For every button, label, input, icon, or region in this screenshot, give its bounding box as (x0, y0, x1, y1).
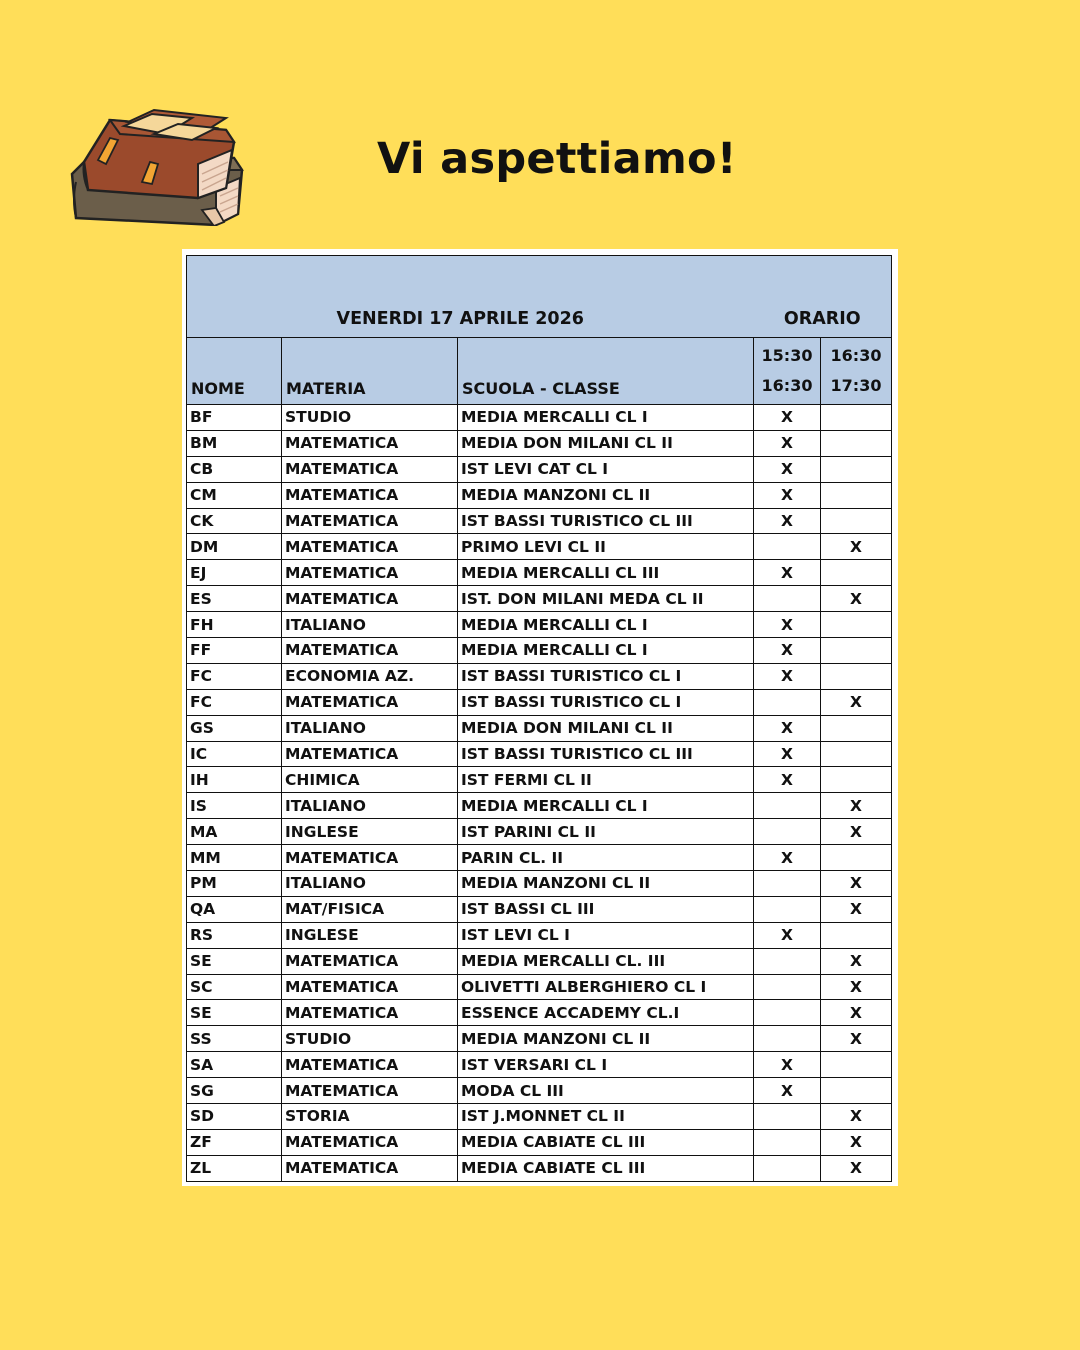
cell-materia: MATEMATICA (282, 1000, 458, 1026)
cell-slot-2 (821, 845, 892, 871)
column-header-materia: MATERIA (282, 338, 458, 405)
cell-slot-1: X (754, 638, 821, 664)
cell-materia: MATEMATICA (282, 456, 458, 482)
cell-nome: EJ (187, 560, 282, 586)
cell-slot-2: X (821, 1129, 892, 1155)
cell-slot-1: X (754, 1078, 821, 1104)
cell-slot-1 (754, 1129, 821, 1155)
cell-slot-1 (754, 896, 821, 922)
cell-slot-1: X (754, 1052, 821, 1078)
cell-materia: ITALIANO (282, 793, 458, 819)
schedule-date: VENERDI 17 APRILE 2026 (187, 256, 754, 338)
page-title: Vi aspettiamo! (377, 134, 737, 184)
cell-slot-2: X (821, 534, 892, 560)
cell-slot-2: X (821, 1000, 892, 1026)
cell-slot-2 (821, 560, 892, 586)
cell-scuola: ESSENCE ACCADEMY CL.I (458, 1000, 754, 1026)
cell-slot-1 (754, 689, 821, 715)
cell-nome: SE (187, 1000, 282, 1026)
cell-nome: FC (187, 689, 282, 715)
cell-slot-2: X (821, 948, 892, 974)
table-row (187, 689, 892, 715)
table-row (187, 1104, 892, 1130)
cell-slot-1 (754, 974, 821, 1000)
cell-nome: SD (187, 1104, 282, 1130)
cell-materia: MATEMATICA (282, 1052, 458, 1078)
schedule-rows (187, 405, 892, 1182)
cell-scuola: IST LEVI CL I (458, 922, 754, 948)
table-row (187, 638, 892, 664)
cell-nome: PM (187, 871, 282, 897)
cell-slot-1: X (754, 482, 821, 508)
cell-slot-1 (754, 819, 821, 845)
cell-nome: FH (187, 612, 282, 638)
table-row (187, 456, 892, 482)
cell-materia: MATEMATICA (282, 586, 458, 612)
time-slot-1-start: 15:30 (761, 346, 813, 365)
cell-materia: CHIMICA (282, 767, 458, 793)
cell-materia: ITALIANO (282, 715, 458, 741)
cell-slot-2: X (821, 689, 892, 715)
cell-scuola: IST BASSI TURISTICO CL I (458, 689, 754, 715)
cell-slot-1 (754, 1000, 821, 1026)
cell-materia: MATEMATICA (282, 1078, 458, 1104)
table-row (187, 1026, 892, 1052)
cell-scuola: IST FERMI CL II (458, 767, 754, 793)
table-row (187, 612, 892, 638)
time-slot-1-end: 16:30 (761, 376, 813, 395)
cell-slot-2: X (821, 974, 892, 1000)
table-row (187, 1052, 892, 1078)
cell-nome: GS (187, 715, 282, 741)
cell-materia: MATEMATICA (282, 974, 458, 1000)
cell-materia: MATEMATICA (282, 1129, 458, 1155)
cell-scuola: IST VERSARI CL I (458, 1052, 754, 1078)
cell-slot-1 (754, 1026, 821, 1052)
table-row (187, 845, 892, 871)
cell-scuola: IST. DON MILANI MEDA CL II (458, 586, 754, 612)
cell-nome: MM (187, 845, 282, 871)
table-row (187, 1155, 892, 1181)
cell-slot-2: X (821, 819, 892, 845)
cell-nome: BM (187, 430, 282, 456)
cell-materia: MATEMATICA (282, 482, 458, 508)
cell-materia: MAT/FISICA (282, 896, 458, 922)
cell-scuola: IST PARINI CL II (458, 819, 754, 845)
cell-scuola: IST BASSI CL III (458, 896, 754, 922)
cell-scuola: MEDIA MANZONI CL II (458, 1026, 754, 1052)
cell-slot-2: X (821, 1104, 892, 1130)
cell-scuola: MEDIA DON MILANI CL II (458, 430, 754, 456)
cell-slot-2: X (821, 1155, 892, 1181)
schedule-header-row (187, 256, 892, 338)
table-row (187, 405, 892, 431)
cell-slot-1 (754, 1155, 821, 1181)
cell-materia: ITALIANO (282, 871, 458, 897)
table-row (187, 482, 892, 508)
cell-nome: SE (187, 948, 282, 974)
cell-slot-1: X (754, 508, 821, 534)
stacked-books-icon (66, 104, 246, 226)
cell-scuola: MODA CL III (458, 1078, 754, 1104)
cell-nome: QA (187, 896, 282, 922)
cell-slot-1 (754, 793, 821, 819)
cell-nome: DM (187, 534, 282, 560)
cell-materia: ITALIANO (282, 612, 458, 638)
cell-scuola: MEDIA MERCALLI CL I (458, 793, 754, 819)
table-row (187, 948, 892, 974)
cell-slot-1 (754, 948, 821, 974)
cell-materia: MATEMATICA (282, 741, 458, 767)
cell-materia: MATEMATICA (282, 560, 458, 586)
cell-scuola: MEDIA MERCALLI CL I (458, 638, 754, 664)
cell-slot-1: X (754, 922, 821, 948)
cell-materia: MATEMATICA (282, 508, 458, 534)
cell-slot-1: X (754, 430, 821, 456)
cell-nome: CM (187, 482, 282, 508)
cell-scuola: MEDIA MANZONI CL II (458, 482, 754, 508)
cell-materia: ECONOMIA AZ. (282, 663, 458, 689)
cell-slot-1 (754, 871, 821, 897)
cell-slot-1: X (754, 715, 821, 741)
table-row (187, 741, 892, 767)
cell-materia: STUDIO (282, 405, 458, 431)
cell-nome: CB (187, 456, 282, 482)
cell-nome: SA (187, 1052, 282, 1078)
table-row (187, 1000, 892, 1026)
cell-nome: SG (187, 1078, 282, 1104)
cell-materia: MATEMATICA (282, 638, 458, 664)
cell-scuola: MEDIA MERCALLI CL. III (458, 948, 754, 974)
table-row (187, 819, 892, 845)
cell-scuola: MEDIA MERCALLI CL I (458, 612, 754, 638)
cell-nome: FC (187, 663, 282, 689)
cell-scuola: MEDIA CABIATE CL III (458, 1129, 754, 1155)
cell-slot-1 (754, 586, 821, 612)
cell-slot-1: X (754, 560, 821, 586)
cell-materia: MATEMATICA (282, 845, 458, 871)
cell-materia: MATEMATICA (282, 948, 458, 974)
cell-slot-2 (821, 741, 892, 767)
cell-slot-2 (821, 1052, 892, 1078)
cell-materia: INGLESE (282, 922, 458, 948)
cell-scuola: PARIN CL. II (458, 845, 754, 871)
cell-materia: MATEMATICA (282, 534, 458, 560)
table-row (187, 1078, 892, 1104)
cell-scuola: MEDIA MERCALLI CL I (458, 405, 754, 431)
table-row (187, 871, 892, 897)
table-row (187, 896, 892, 922)
table-row (187, 1129, 892, 1155)
cell-slot-2 (821, 638, 892, 664)
cell-scuola: MEDIA CABIATE CL III (458, 1155, 754, 1181)
cell-scuola: PRIMO LEVI CL II (458, 534, 754, 560)
cell-materia: MATEMATICA (282, 430, 458, 456)
cell-scuola: IST BASSI TURISTICO CL I (458, 663, 754, 689)
table-row (187, 560, 892, 586)
cell-slot-1: X (754, 405, 821, 431)
table-row (187, 663, 892, 689)
table-row (187, 508, 892, 534)
cell-slot-2 (821, 922, 892, 948)
column-header-row (187, 338, 892, 405)
table-row (187, 534, 892, 560)
cell-materia: MATEMATICA (282, 689, 458, 715)
cell-slot-2 (821, 405, 892, 431)
cell-slot-1: X (754, 456, 821, 482)
cell-slot-2 (821, 715, 892, 741)
cell-materia: MATEMATICA (282, 1155, 458, 1181)
cell-scuola: MEDIA MERCALLI CL III (458, 560, 754, 586)
cell-slot-2: X (821, 896, 892, 922)
cell-slot-1: X (754, 741, 821, 767)
time-slot-2 (821, 338, 892, 405)
cell-slot-2 (821, 612, 892, 638)
cell-slot-1: X (754, 767, 821, 793)
cell-nome: IH (187, 767, 282, 793)
cell-nome: SC (187, 974, 282, 1000)
cell-nome: RS (187, 922, 282, 948)
table-row (187, 430, 892, 456)
cell-slot-2: X (821, 871, 892, 897)
cell-slot-1: X (754, 663, 821, 689)
cell-scuola: IST J.MONNET CL II (458, 1104, 754, 1130)
cell-slot-1: X (754, 845, 821, 871)
cell-slot-2 (821, 663, 892, 689)
cell-slot-1: X (754, 612, 821, 638)
cell-scuola: MEDIA DON MILANI CL II (458, 715, 754, 741)
cell-nome: ES (187, 586, 282, 612)
time-slot-1 (754, 338, 821, 405)
table-row (187, 793, 892, 819)
cell-nome: IC (187, 741, 282, 767)
cell-materia: STORIA (282, 1104, 458, 1130)
table-row (187, 767, 892, 793)
table-row (187, 715, 892, 741)
cell-nome: IS (187, 793, 282, 819)
cell-nome: CK (187, 508, 282, 534)
cell-slot-2 (821, 767, 892, 793)
schedule-sheet (182, 249, 898, 1186)
cell-slot-1 (754, 534, 821, 560)
table-row (187, 974, 892, 1000)
column-header-scuola: SCUOLA - CLASSE (458, 338, 754, 405)
cell-scuola: MEDIA MANZONI CL II (458, 871, 754, 897)
cell-nome: FF (187, 638, 282, 664)
cell-nome: SS (187, 1026, 282, 1052)
time-slot-2-start: 16:30 (830, 346, 882, 365)
table-row (187, 586, 892, 612)
cell-slot-2: X (821, 1026, 892, 1052)
cell-slot-2 (821, 1078, 892, 1104)
cell-nome: MA (187, 819, 282, 845)
table-row (187, 922, 892, 948)
schedule-table (186, 255, 892, 1182)
time-slot-2-end: 17:30 (830, 376, 882, 395)
cell-nome: ZF (187, 1129, 282, 1155)
cell-slot-1 (754, 1104, 821, 1130)
cell-slot-2 (821, 430, 892, 456)
cell-slot-2 (821, 456, 892, 482)
cell-materia: STUDIO (282, 1026, 458, 1052)
cell-scuola: IST BASSI TURISTICO CL III (458, 508, 754, 534)
cell-slot-2 (821, 508, 892, 534)
cell-materia: INGLESE (282, 819, 458, 845)
cell-nome: BF (187, 405, 282, 431)
cell-slot-2 (821, 482, 892, 508)
cell-scuola: OLIVETTI ALBERGHIERO CL I (458, 974, 754, 1000)
cell-scuola: IST LEVI CAT CL I (458, 456, 754, 482)
cell-slot-2: X (821, 586, 892, 612)
cell-nome: ZL (187, 1155, 282, 1181)
column-header-nome: NOME (187, 338, 282, 405)
cell-scuola: IST BASSI TURISTICO CL III (458, 741, 754, 767)
orario-label: ORARIO (754, 256, 892, 338)
cell-slot-2: X (821, 793, 892, 819)
